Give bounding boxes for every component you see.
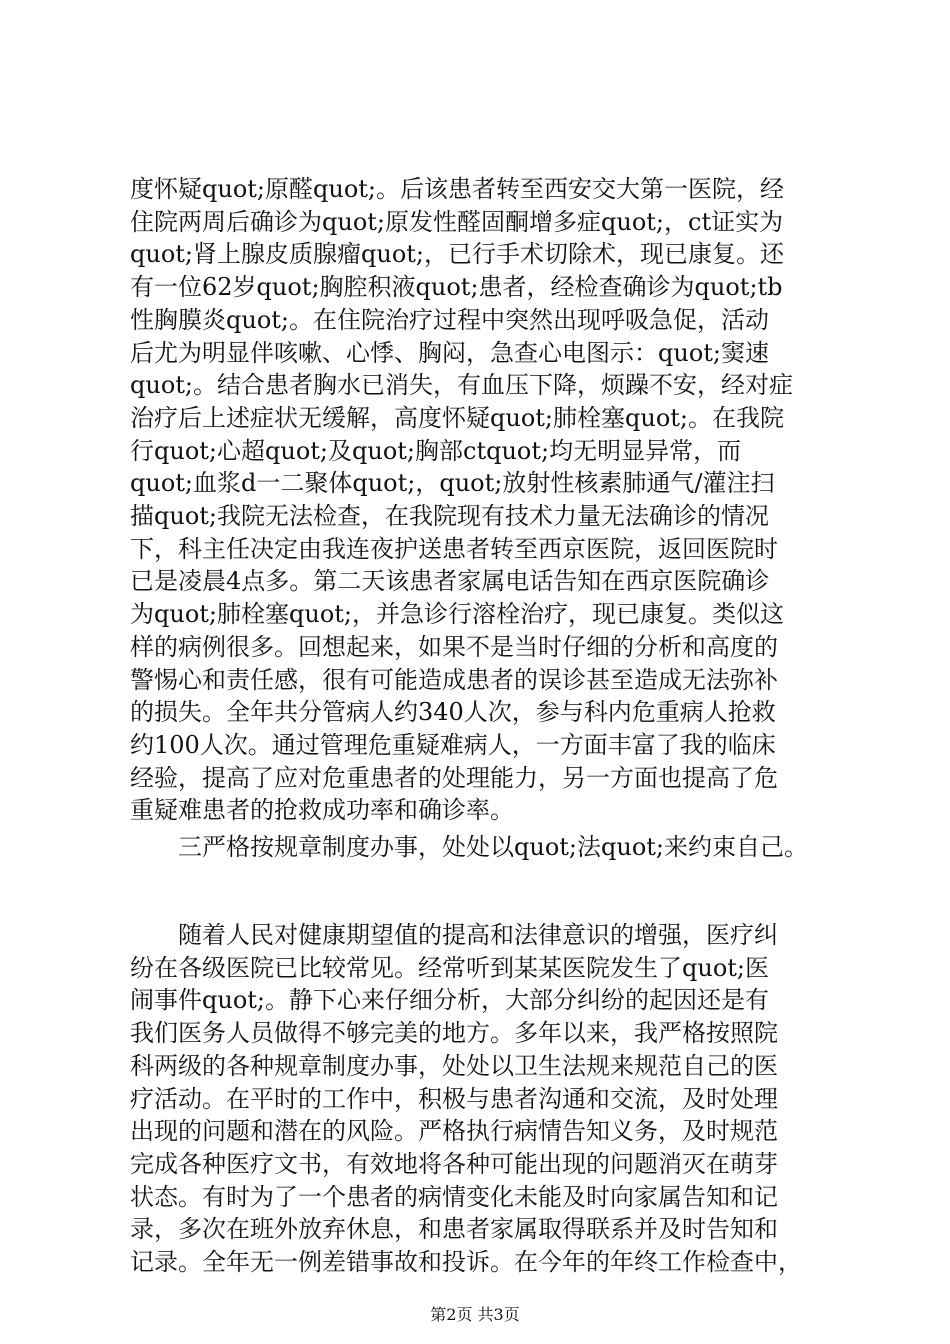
paragraph1-line: 经验，提高了应对危重患者的处理能力，另一方面也提高了危 (130, 763, 778, 792)
page-footer: 第2页 共3页 (430, 1305, 520, 1324)
paragraph2-line: 我们医务人员做得不够完美的地方。多年以来，我严格按照院 (130, 1019, 778, 1048)
paragraph1-line: 约100人次。通过管理危重疑难病人，一方面丰富了我的临床 (130, 730, 776, 759)
paragraph1-line: 样的病例很多。回想起来，如果不是当时仔细的分析和高度的 (130, 632, 778, 661)
paragraph1-line: quot;。结合患者胸水已消失，有血压下降，烦躁不安，经对症 (130, 371, 793, 400)
paragraph1-line: 度怀疑quot;原醛quot;。后该患者转至西安交大第一医院，经 (130, 175, 784, 203)
paragraph2-line: 随着人民对健康期望值的提高和法律意识的增强，医疗纠 (178, 921, 778, 949)
paragraph2-line: 状态。有时为了一个患者的病情变化未能及时向家属告知和记 (130, 1182, 778, 1211)
paragraph2-line: 录，多次在班外放弃休息，和患者家属取得联系并及时告知和 (130, 1215, 778, 1244)
paragraph1-line: 的损失。全年共分管病人约340人次，参与科内危重病人抢救 (130, 698, 776, 727)
paragraph2-line: 记录。全年无一例差错事故和投诉。在今年的年终工作检查中， (130, 1248, 802, 1276)
paragraph1-line: 已是凌晨4点多。第二天该患者家属电话告知在西京医院确诊 (130, 567, 770, 596)
paragraph1-line: quot;血浆d一二聚体quot;，quot;放射性核素肺通气/灌注扫 (130, 469, 775, 498)
paragraph1-line: 警惕心和责任感，很有可能造成患者的误诊甚至造成无法弥补 (130, 665, 778, 694)
paragraph2-line: 科两级的各种规章制度办事，处处以卫生法规来规范自己的医 (130, 1051, 778, 1080)
paragraph1-line: 住院两周后确诊为quot;原发性醛固酮增多症quot;，ct证实为 (130, 207, 784, 236)
paragraph1-line: 行quot;心超quot;及quot;胸部ctquot;均无明显异常，而 (130, 436, 742, 465)
paragraph1-line: 有一位62岁quot;胸腔积液quot;患者，经检查确诊为quot;tb (130, 273, 783, 302)
paragraph1-line: 描quot;我院无法检查，在我院现有技术力量无法确诊的情况 (130, 502, 769, 530)
paragraph2-line: 出现的问题和潜在的风险。严格执行病情告知义务，及时规范 (130, 1117, 778, 1146)
paragraph2-line: 纷在各级医院已比较常见。经常听到某某医院发生了quot;医 (130, 953, 769, 982)
paragraph1-line: 下，科主任决定由我连夜护送患者转至西京医院，返回医院时 (130, 534, 778, 563)
paragraph1-line: 性胸膜炎quot;。在住院治疗过程中突然出现呼吸急促，活动 (130, 305, 769, 334)
paragraph2-line: 闹事件quot;。静下心来仔细分析，大部分纠纷的起因还是有 (130, 986, 769, 1015)
paragraph1-line: 重疑难患者的抢救成功率和确诊率。 (130, 796, 514, 825)
paragraph1-line: 治疗后上述症状无缓解，高度怀疑quot;肺栓塞quot;。在我院 (130, 403, 784, 432)
paragraph1-line: 为quot;肺栓塞quot;，并急诊行溶栓治疗，现已康复。类似这 (130, 600, 784, 629)
paragraph1-line: 后尤为明显伴咳嗽、心悸、胸闷，急查心电图示：quot;窦速 (130, 338, 769, 367)
paragraph2-line: 疗活动。在平时的工作中，积极与患者沟通和交流，及时处理 (130, 1084, 778, 1113)
paragraph2-line: 完成各种医疗文书，有效地将各种可能出现的问题消灭在萌芽 (130, 1149, 778, 1178)
section-heading: 三严格按规章制度办事，处处以quot;法quot;来约束自己。 (178, 833, 808, 861)
paragraph1-line: quot;肾上腺皮质腺瘤quot;，已行手术切除术，现已康复。还 (130, 240, 784, 269)
